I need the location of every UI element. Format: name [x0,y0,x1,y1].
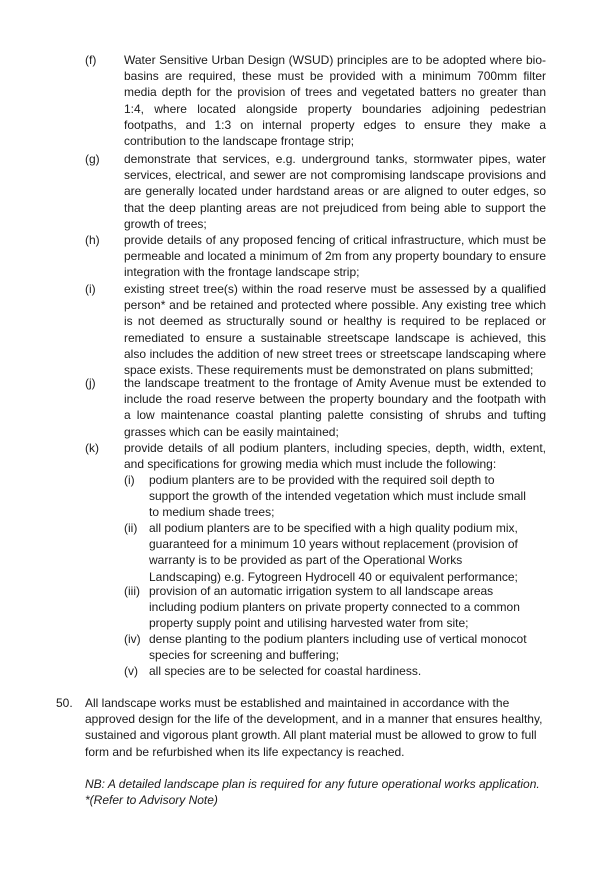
landscape-plan-note [85,776,555,808]
item-text: the landscape treatment to the frontage of Amity Avenue must be extended to include the road reserve between the property boundary and the footpath with a low maintenance coastal planting palette consisting of shrubs and tufting grasses which can be easily maintained; [124,376,546,439]
sub-item-label: (i) [124,473,135,487]
condition-number: 50. [56,696,73,710]
sub-item-label: (iii) [124,584,140,598]
sub-item-text: all species are to be selected for coastal hardiness. [149,664,422,678]
item-text: demonstrate that services, e.g. underground tanks, stormwater pipes, water services, electrical, and sewer are not compromising landscape provisions and are generally located under hardstand areas or are aligned to outer edges, so that the deep planting areas are not prejudiced from being able to support the growth of trees; [124,152,546,231]
item-label: (g) [85,152,100,166]
sub-item-text: all podium planters are to be specified with a high quality podium mix, guaranteed for a minimum 10 years without replacement (provision of warranty is to be provided as part of the Operational Works Landscaping) e.g. Fytogreen Hydrocell 40 or equivalent performance; [149,521,518,584]
item-text: provide details of any proposed fencing of critical infrastructure, which must be permeable and located a minimum of 2m from any property boundary to ensure integration with the frontage landscape strip; [124,233,546,280]
item-text: provide details of all podium planters, including species, depth, width, extent, and specifications for growing media which must include the following: [124,441,546,472]
sub-item-text: provision of an automatic irrigation system to all landscape areas including podium planters on private property connected to a common property supply point and utilising harvested water from site; [149,584,520,631]
item-label: (f) [85,53,97,67]
item-label: (h) [85,233,100,247]
item-label: (k) [85,441,99,455]
sub-item-text: dense planting to the podium planters including use of vertical monocot species for screening and buffering; [149,632,527,663]
sub-item-label: (iv) [124,632,141,646]
note-line-2: *(Refer to Advisory Note) [85,793,218,808]
item-text: Water Sensitive Urban Design (WSUD) principles are to be adopted where bio-basins are required, these must be provided with a minimum 700mm filter media depth for the provision of trees and vegetated batters no greater than 1:4, where located alongside property boundaries adjoining pedestrian footpaths, and 1:3 on internal property edges to ensure they make a contribution to the landscape frontage strip; [124,53,546,149]
sub-item-label: (v) [124,664,138,678]
item-text: existing street tree(s) within the road reserve must be assessed by a qualified person* and be retained and protected where possible. Any existing tree which is not deemed as structurally sound or healthy is required to be replaced or remediated to ensure a sustainable streetscape landscape is achieved, this also includes the addition of new street trees or streetscape landscaping where space exists. These requirements must be demonstrated on plans submitted; [124,282,546,378]
sub-item-label: (ii) [124,521,138,535]
item-label: (j) [85,376,96,390]
item-label: (i) [85,282,96,296]
condition-text: All landscape works must be established and maintained in accordance with the approved design for the life of the development, and in a manner that ensures healthy, sustained and vigorous plant growth. All plant material must be allowed to grow to full form and be refurbished when its life expectancy is reached. [85,696,543,759]
sub-item-text: podium planters are to be provided with the required soil depth to support the growth of the intended vegetation which must include small to medium shade trees; [149,473,526,520]
note-line-1: NB: A detailed landscape plan is required for any future operational works application. [85,777,540,791]
